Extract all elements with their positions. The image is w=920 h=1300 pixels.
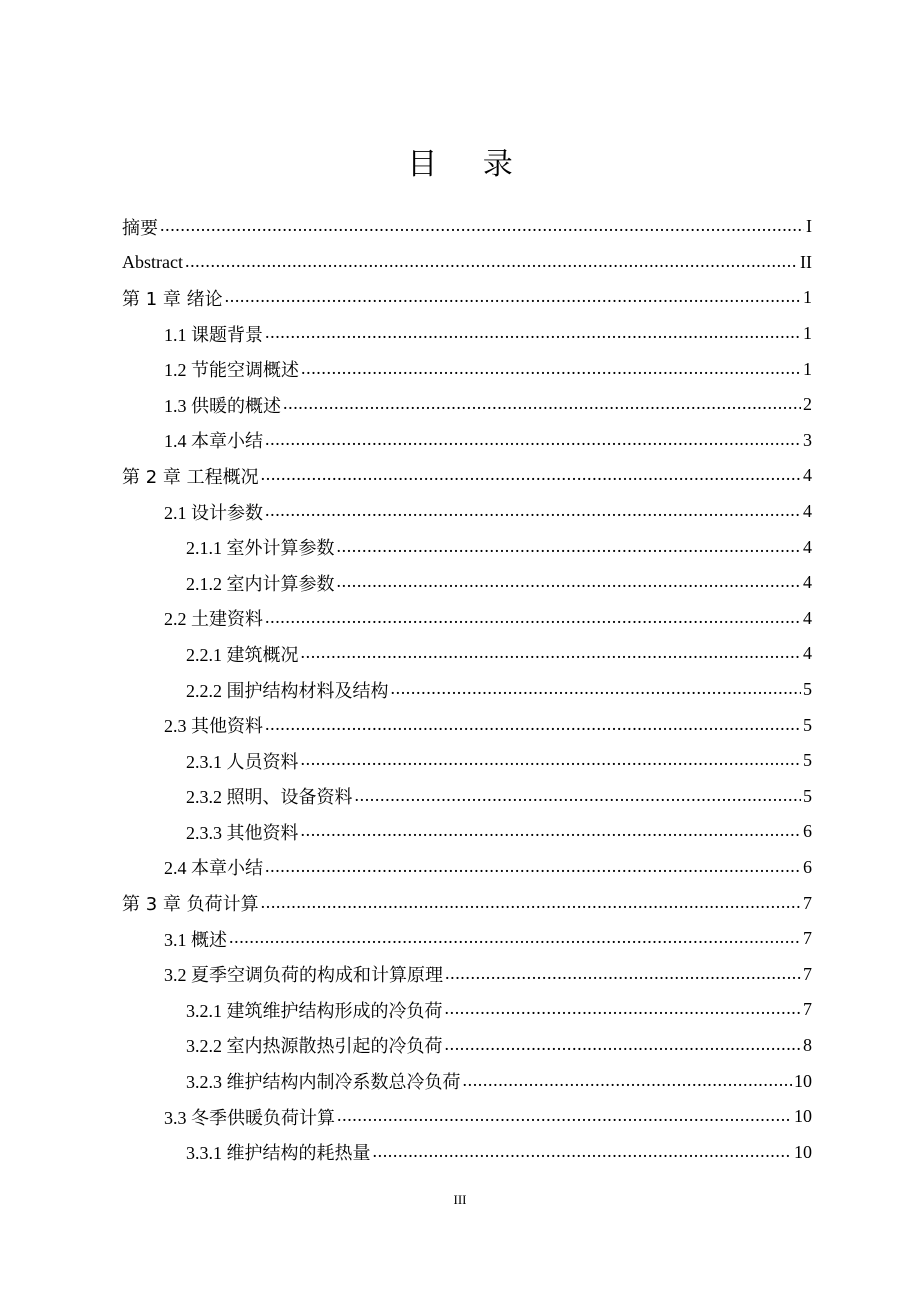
toc-leader-dots	[225, 286, 801, 307]
toc-entry-label: 3.2.1 建筑维护结构形成的冷负荷	[186, 1000, 443, 1021]
toc-entry-label: 2.3.1 人员资料	[186, 751, 299, 772]
toc-entry-label: 3.2 夏季空调负荷的构成和计算原理	[164, 965, 443, 986]
toc-entry-page: 2	[803, 394, 812, 415]
toc-leader-dots	[229, 927, 801, 948]
toc-entry-page: 1	[803, 358, 812, 379]
toc-entry[interactable]	[164, 316, 812, 352]
toc-entry[interactable]	[164, 351, 812, 387]
toc-entry[interactable]	[164, 956, 812, 992]
toc-entry-label: 2.2 土建资料	[164, 609, 263, 630]
toc-entry-page: 7	[803, 963, 812, 984]
toc-entry-page: 4	[803, 536, 812, 557]
toc-entry[interactable]	[122, 458, 812, 494]
toc-entry[interactable]	[122, 885, 812, 921]
toc-entry-label: 2.1 设计参数	[164, 502, 263, 523]
toc-entry-label: Abstract	[122, 251, 183, 272]
toc-entry[interactable]	[122, 280, 812, 316]
toc-leader-dots	[337, 536, 802, 557]
toc-entry[interactable]	[122, 209, 812, 245]
toc-leader-dots	[265, 322, 801, 343]
toc-entry-label: 3.2.2 室内热源散热引起的冷负荷	[186, 1036, 443, 1057]
toc-entry-label: 1.1 课题背景	[164, 324, 263, 345]
toc-entry-page: 8	[803, 1034, 812, 1055]
toc-entry[interactable]	[186, 814, 812, 850]
toc-leader-dots	[265, 856, 801, 877]
toc-entry-label: 2.1.1 室外计算参数	[186, 538, 335, 559]
toc-entry-label: 3.3 冬季供暖负荷计算	[164, 1107, 335, 1128]
toc-leader-dots	[185, 251, 798, 272]
toc-entry-label: 2.3 其他资料	[164, 716, 263, 737]
page-title: 目 录	[407, 147, 531, 182]
toc-entry-label: 3.3.1 维护结构的耗热量	[186, 1143, 371, 1164]
toc-entry[interactable]	[186, 1028, 812, 1064]
toc-entry[interactable]	[186, 992, 812, 1028]
toc-entry-page: 10	[794, 1106, 812, 1127]
toc-leader-dots	[265, 714, 801, 735]
toc-leader-dots	[301, 749, 802, 770]
toc-entry-label: 摘要	[122, 217, 158, 239]
toc-leader-dots	[445, 963, 801, 984]
toc-leader-dots	[261, 892, 801, 913]
toc-entry[interactable]	[164, 601, 812, 637]
toc-entry-page: 10	[794, 1070, 812, 1091]
toc-entry-page: 7	[803, 999, 812, 1020]
toc-entry[interactable]	[186, 529, 812, 565]
toc-entry-label: 2.3.3 其他资料	[186, 822, 299, 843]
toc-leader-dots	[283, 393, 801, 414]
toc-entry[interactable]	[164, 494, 812, 530]
toc-leader-dots	[391, 678, 802, 699]
toc-leader-dots	[301, 358, 801, 379]
toc-entry-page: 5	[803, 750, 812, 771]
toc-entry[interactable]	[164, 423, 812, 459]
toc-list	[0, 209, 920, 1170]
toc-entry[interactable]	[164, 1099, 812, 1135]
toc-entry-page: 4	[803, 465, 812, 486]
toc-entry-label: 2.1.2 室内计算参数	[186, 573, 335, 594]
toc-entry-label: 1.4 本章小结	[164, 431, 263, 452]
toc-entry-page: II	[800, 251, 812, 272]
toc-entry-page: 6	[803, 821, 812, 842]
toc-entry-label: 2.2.1 建筑概况	[186, 644, 299, 665]
toc-entry-label: 第 1 章 绪论	[122, 288, 223, 310]
toc-entry[interactable]	[164, 387, 812, 423]
toc-entry-page: 4	[803, 572, 812, 593]
toc-leader-dots	[265, 429, 801, 450]
toc-leader-dots	[301, 820, 802, 841]
toc-entry-label: 3.2.3 维护结构内制冷系数总冷负荷	[186, 1072, 461, 1093]
toc-entry[interactable]	[164, 850, 812, 886]
toc-leader-dots	[261, 464, 801, 485]
toc-entry[interactable]	[186, 636, 812, 672]
page-number: III	[453, 1192, 467, 1207]
toc-leader-dots	[265, 607, 801, 628]
toc-leader-dots	[445, 1034, 802, 1055]
toc-entry-label: 2.4 本章小结	[164, 858, 263, 879]
toc-entry[interactable]	[164, 921, 812, 957]
toc-entry-page: I	[806, 216, 812, 237]
toc-entry-page: 10	[794, 1141, 812, 1162]
toc-entry-page: 7	[803, 892, 812, 913]
toc-entry-label: 2.2.2 围护结构材料及结构	[186, 680, 389, 701]
toc-leader-dots	[301, 642, 802, 663]
toc-entry-page: 1	[803, 323, 812, 344]
toc-entry-page: 4	[803, 607, 812, 628]
toc-leader-dots	[445, 998, 802, 1019]
toc-entry-page: 4	[803, 643, 812, 664]
toc-leader-dots	[337, 1105, 792, 1126]
toc-entry-page: 5	[803, 714, 812, 735]
toc-entry[interactable]	[122, 245, 812, 281]
toc-leader-dots	[373, 1141, 793, 1162]
toc-entry[interactable]	[186, 1134, 812, 1170]
toc-leader-dots	[265, 500, 801, 521]
toc-entry[interactable]	[164, 707, 812, 743]
toc-leader-dots	[355, 785, 802, 806]
toc-entry[interactable]	[186, 672, 812, 708]
toc-entry-page: 5	[803, 679, 812, 700]
toc-entry-label: 2.3.2 照明、设备资料	[186, 787, 353, 808]
toc-entry-page: 1	[803, 287, 812, 308]
toc-entry-label: 第 2 章 工程概况	[122, 466, 259, 488]
toc-entry-label: 第 3 章 负荷计算	[122, 894, 259, 916]
toc-entry-page: 4	[803, 501, 812, 522]
toc-entry[interactable]	[186, 1063, 812, 1099]
toc-leader-dots	[463, 1070, 793, 1091]
toc-entry-page: 5	[803, 785, 812, 806]
toc-entry-page: 6	[803, 856, 812, 877]
toc-entry-label: 1.2 节能空调概述	[164, 360, 299, 381]
toc-entry-page: 7	[803, 928, 812, 949]
toc-entry[interactable]	[186, 743, 812, 779]
toc-entry[interactable]	[186, 779, 812, 815]
toc-leader-dots	[337, 571, 802, 592]
toc-leader-dots	[160, 215, 804, 236]
toc-entry-label: 1.3 供暖的概述	[164, 395, 281, 416]
toc-entry-page: 3	[803, 429, 812, 450]
toc-entry-label: 3.1 概述	[164, 929, 227, 950]
toc-entry[interactable]	[186, 565, 812, 601]
